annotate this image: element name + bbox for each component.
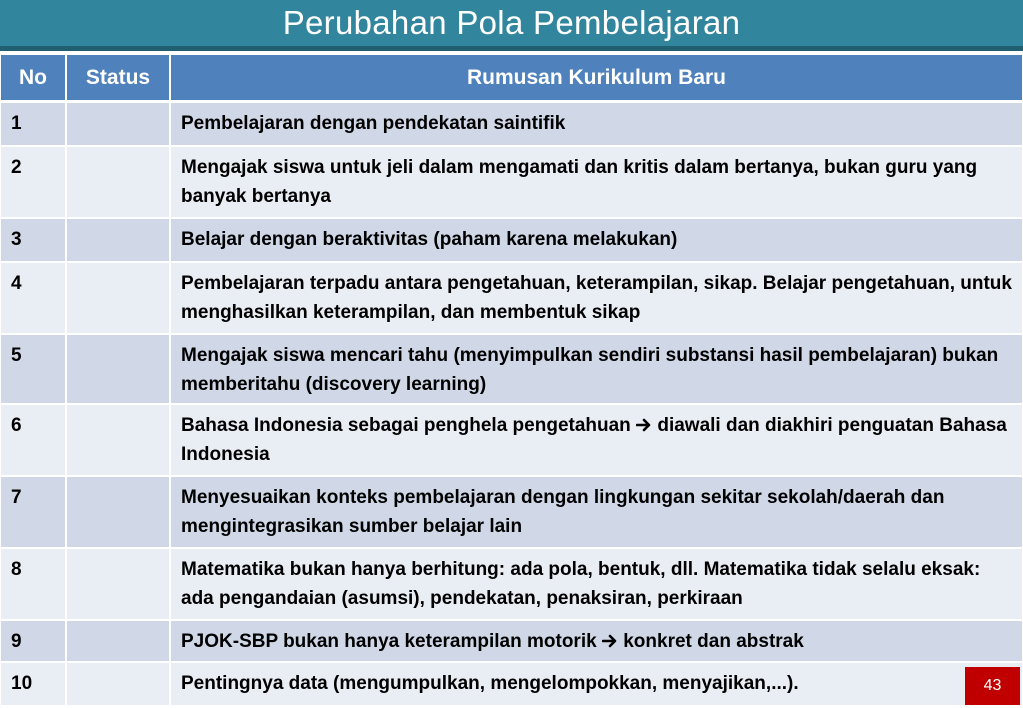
row-status bbox=[66, 102, 170, 146]
table-row bbox=[1, 334, 1022, 404]
header-no: No bbox=[1, 55, 66, 102]
row-text: Mengajak siswa mencari tahu (menyimpulkan sendiri substansi hasil pembelajaran) bukan memberitahu (discovery learning) bbox=[170, 334, 1022, 404]
table-row bbox=[1, 404, 1022, 476]
row-status bbox=[66, 548, 170, 620]
table-row bbox=[1, 102, 1022, 146]
row-text: Pentingnya data (mengumpulkan, mengelompokkan, menyajikan,...). bbox=[170, 662, 1022, 706]
row-text: Menyesuaikan konteks pembelajaran dengan lingkungan sekitar sekolah/daerah dan mengintegrasikan sumber belajar lain bbox=[170, 476, 1022, 548]
table-row bbox=[1, 620, 1022, 662]
row-number: 3 bbox=[1, 218, 66, 262]
row-status bbox=[66, 334, 170, 404]
row-number: 10 bbox=[1, 662, 66, 706]
slide-title: Perubahan Pola Pembelajaran bbox=[282, 4, 741, 41]
row-status bbox=[66, 146, 170, 218]
row-text: Mengajak siswa untuk jeli dalam mengamati dan kritis dalam bertanya, bukan guru yang banyak bertanya bbox=[170, 146, 1022, 218]
row-number: 7 bbox=[1, 476, 66, 548]
table-row bbox=[1, 146, 1022, 218]
table-row bbox=[1, 548, 1022, 620]
row-text-after: diawali dan diakhiri penguatan Bahasa Indonesia bbox=[181, 414, 1007, 465]
row-status bbox=[66, 262, 170, 334]
right-arrow-icon bbox=[602, 634, 618, 648]
row-status bbox=[66, 662, 170, 706]
row-status bbox=[66, 476, 170, 548]
header-rumusan: Rumusan Kurikulum Baru bbox=[170, 55, 1022, 102]
row-text-before: Bahasa Indonesia sebagai penghela pengetahuan bbox=[181, 414, 631, 436]
row-number: 5 bbox=[1, 334, 66, 404]
row-status bbox=[66, 218, 170, 262]
row-text bbox=[170, 620, 1022, 662]
row-number: 8 bbox=[1, 548, 66, 620]
curriculum-table bbox=[1, 55, 1022, 707]
header-status: Status bbox=[66, 55, 170, 102]
row-number: 4 bbox=[1, 262, 66, 334]
row-text: Pembelajaran terpadu antara pengetahuan, keterampilan, sikap. Belajar pengetahuan, untuk menghasilkan keterampilan, dan membentuk sikap bbox=[170, 262, 1022, 334]
table-row bbox=[1, 218, 1022, 262]
row-text-after: konkret dan abstrak bbox=[623, 630, 804, 652]
table-row bbox=[1, 262, 1022, 334]
table-header-row bbox=[1, 55, 1022, 102]
row-number: 9 bbox=[1, 620, 66, 662]
row-number: 6 bbox=[1, 404, 66, 476]
row-number: 1 bbox=[1, 102, 66, 146]
row-status bbox=[66, 404, 170, 476]
row-number: 2 bbox=[1, 146, 66, 218]
table-row bbox=[1, 662, 1022, 706]
row-text-before: PJOK-SBP bukan hanya keterampilan motorik bbox=[181, 630, 597, 652]
title-underline bbox=[0, 46, 1023, 51]
page-number-badge: 43 bbox=[965, 667, 1020, 705]
title-bar bbox=[0, 0, 1023, 46]
right-arrow-icon bbox=[636, 418, 652, 432]
row-text bbox=[170, 404, 1022, 476]
row-text: Matematika bukan hanya berhitung: ada pola, bentuk, dll. Matematika tidak selalu eksak: ada pengandaian (asumsi), pendekatan, penaksiran, perkiraan bbox=[170, 548, 1022, 620]
row-text: Belajar dengan beraktivitas (paham karena melakukan) bbox=[170, 218, 1022, 262]
row-status bbox=[66, 620, 170, 662]
row-text: Pembelajaran dengan pendekatan saintifik bbox=[170, 102, 1022, 146]
table-row bbox=[1, 476, 1022, 548]
